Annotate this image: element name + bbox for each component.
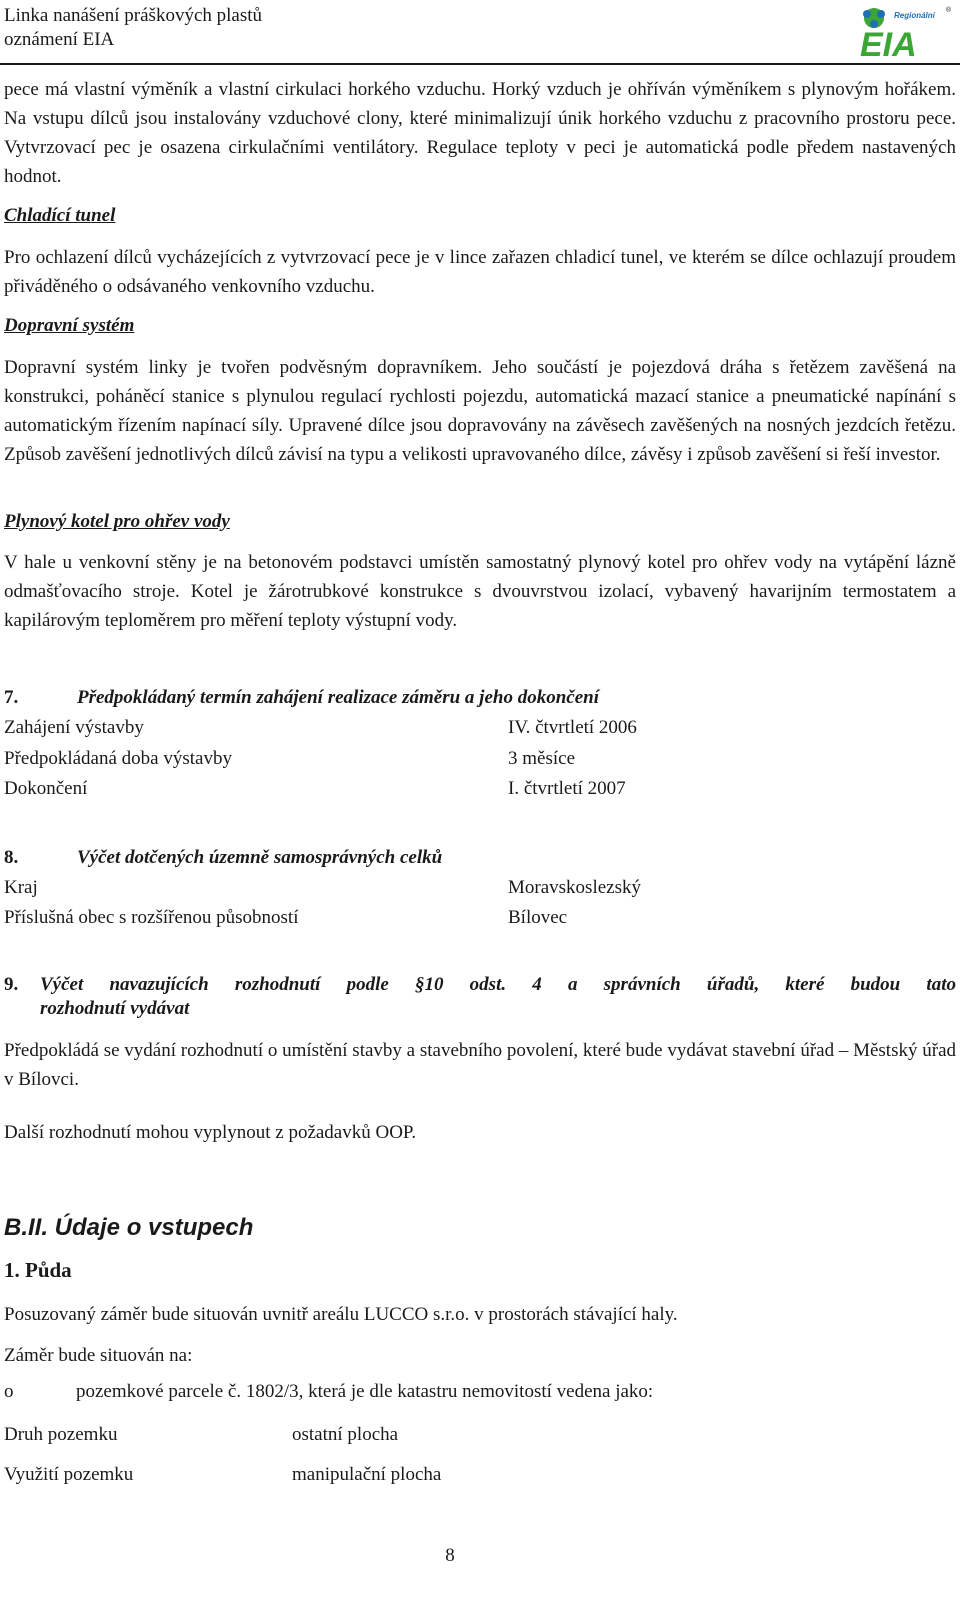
row-label: Předpokládaná doba výstavby — [4, 748, 232, 769]
row-value: 3 měsíce — [508, 748, 576, 769]
bullet-mark: o — [4, 1381, 14, 1402]
row-value: manipulační plocha — [292, 1464, 442, 1485]
section8-title: Výčet dotčených územně samosprávných celků — [77, 847, 443, 868]
partb-heading: B.II. Údaje o vstupech — [4, 1214, 254, 1241]
boiler-text: V hale u venkovní stěny je na betonovém podstavci umístěn samostatný plynový kotel pro ohřev vody na vytápění lázně odmašťovacího stroje. Kotel je žárotrubkové konstrukce s dvouvrstvou izolací, vybavený havarijním termostatem a kapilárovým teploměrem pro měření teploty výstupní vody. — [4, 552, 956, 631]
section9-heading — [4, 973, 956, 1021]
cooling-heading: Chladící tunel — [4, 205, 116, 226]
header-title: Linka nanášení práškových plastů — [4, 5, 263, 26]
section7-heading — [4, 686, 599, 710]
section9-text1: Předpokládá se vydání rozhodnutí o umístění stavby a stavebního povolení, které bude vydávat stavební úřad – Městský úřad v Bílovci. — [4, 1040, 956, 1090]
partb-subheading: 1. Půda — [4, 1258, 72, 1282]
section9-number: 9. — [4, 974, 19, 995]
header-divider — [0, 63, 960, 65]
transport-heading: Dopravní systém — [4, 315, 135, 336]
page-number: 8 — [445, 1545, 455, 1566]
section9-title-line2: rozhodnutí vydávat — [40, 998, 190, 1019]
logo-text-top: Regionální — [894, 11, 935, 20]
section7-title: Předpokládaný termín zahájení realizace záměru a jeho dokončení — [77, 687, 599, 708]
section7-number: 7. — [4, 687, 19, 708]
row-label: Využití pozemku — [4, 1464, 134, 1485]
partb-text1: Posuzovaný záměr bude situován uvnitř areálu LUCCO s.r.o. v prostorách stávající haly. — [4, 1304, 678, 1325]
eia-logo — [854, 4, 954, 60]
row-value: Bílovec — [508, 907, 568, 928]
row-label: Druh pozemku — [4, 1424, 118, 1445]
page-header — [4, 4, 262, 52]
row-label: Příslušná obec s rozšířenou působností — [4, 907, 299, 928]
row-value: Moravskoslezský — [508, 877, 641, 898]
row-value: IV. čtvrtletí 2006 — [508, 717, 637, 738]
row-label: Kraj — [4, 877, 38, 898]
bullet-text: pozemkové parcele č. 1802/3, která je dle katastru nemovitostí vedena jako: — [76, 1381, 654, 1402]
partb-bullet — [4, 1381, 653, 1403]
logo-text-bottom: centrum — [914, 43, 942, 50]
intro-paragraph: pece má vlastní výměník a vlastní cirkulaci horkého vzduchu. Horký vzduch je ohříván výměníkem s plynovým hořákem. Na vstupu dílců jsou instalovány vzduchové clony, které minimalizují únik horkého vzduchu z pracovního prostoru pece. Vytvrzovací pec je osazena cirkulačními ventilátory. Regulace teploty v peci je automatická podle předem nastavených hodnot. — [4, 79, 956, 187]
row-label: Dokončení — [4, 778, 88, 799]
svg-text:®: ® — [946, 7, 952, 14]
transport-text: Dopravní systém linky je tvořen podvěsným dopravníkem. Jeho součástí je pojezdová dráha s řetězem zavěšená na konstrukci, poháněcí stanice s plynulou regulací rychlosti pojezdu, automatická mazací stanice a pneumatické napínání s automatickým řízením napínací síly. Upravené dílce jsou dopravovány na závěsech zavěšených na nosných jezdcích řetězu. Způsob zavěšení jednotlivých dílců závisí na typu a velikosti upravovaného dílce, závěsy i způsob zavěšení si řeší investor. — [4, 357, 956, 465]
section9-title-line1: Výčet navazujících rozhodnutí podle §10 odst. 4 a správních úřadů, které budou tato — [40, 974, 956, 995]
row-value: I. čtvrtletí 2007 — [508, 778, 626, 799]
cooling-text: Pro ochlazení dílců vycházejících z vytvrzovací pece je v lince zařazen chladicí tunel, ve kterém se dílce ochlazují proudem přiváděného o odsávaného venkovního vzduchu. — [4, 247, 956, 297]
section8-heading — [4, 846, 442, 870]
row-label: Zahájení výstavby — [4, 717, 144, 738]
section9-text2: Další rozhodnutí mohou vyplynout z požadavků OOP. — [4, 1122, 417, 1143]
partb-text2: Záměr bude situován na: — [4, 1345, 193, 1366]
row-value: ostatní plocha — [292, 1424, 399, 1445]
logo-letters: EIA — [860, 26, 917, 60]
section8-number: 8. — [4, 847, 19, 868]
header-subtitle: oznámení EIA — [4, 29, 115, 50]
boiler-heading: Plynový kotel pro ohřev vody — [4, 511, 230, 532]
